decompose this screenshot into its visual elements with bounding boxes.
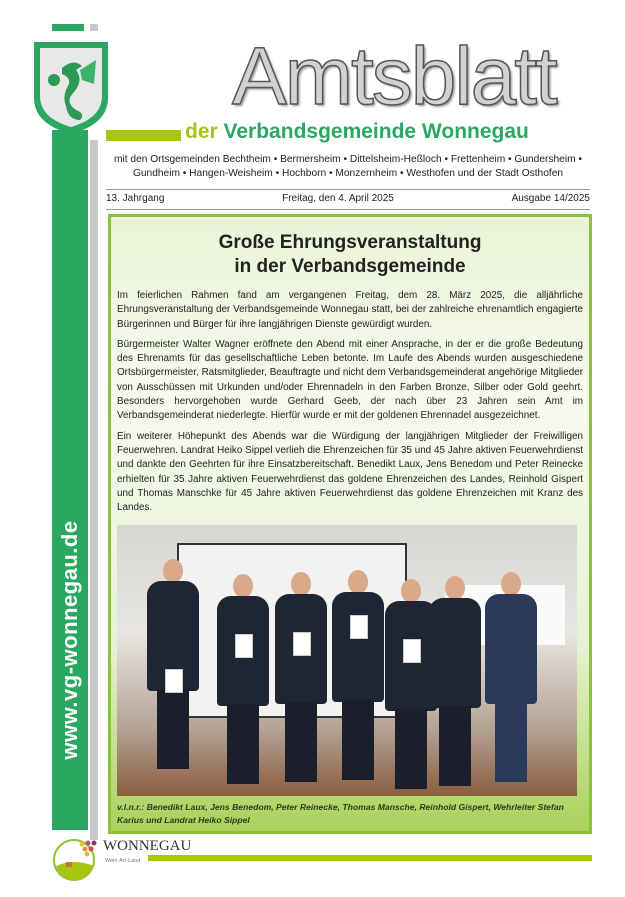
subtitle-name: Verbandsgemeinde Wonnegau xyxy=(223,120,529,143)
headline-line: in der Verbandsgemeinde xyxy=(234,256,466,277)
issue-volume: 13. Jahrgang xyxy=(106,193,165,204)
paragraph: Bürgermeister Walter Wagner eröffnete den Abend mit einer Ansprache, in der er die große Bedeutung des Ehrenamts für das gesellschaftliche Leben betonte. Im Laufe des Abends wurden ausgeschiedene Ortsbürgermeister, Ratsmitglieder, Beauftragte und nicht dem Verbandsgemeinderat angehörige Mitglieder von Ausschüssen mit Urkunden und/oder Ehrennadeln in den Farben Bronze, Silber oder Gold geehrt. Besonders hervorgehoben wurde Gerhard Geeb, der nach über 23 Jahren sein Amt im Verbandsgemeinderat niederlegte. Hierfür wurde er mit der goldenen Ehrennadel ausgezeichnet. xyxy=(117,338,583,422)
masthead-subtitle xyxy=(185,120,529,144)
article-headline xyxy=(111,231,589,279)
issue-info xyxy=(106,193,590,204)
article-box xyxy=(108,214,592,834)
paragraph: Ein weiterer Höhepunkt des Abends war die Würdigung der langjährigen Mitglieder der Freiwilligen Feuerwehren. Landrat Heiko Sippel verlieh die Ehrenzeichen für 35 und 45 Jahre aktiven Feuerwehrdienst und dankte den Geehrten für ihre Einsatzbereitschaft. Benedikt Laux, Jens Benedom und Peter Reinecke erhielten für 35 Jahre aktiven Feuerwehrdienst das goldene Ehrenzeichen des Landes, Reinhold Gispert und Thomas Manschke für 45 Jahre aktiven Feuerwehrdienst das goldene Ehrenzeichen mit Kranz des Landes. xyxy=(117,430,583,514)
person xyxy=(332,570,384,784)
website-url[interactable]: www.vg-wonnegau.de xyxy=(57,520,82,760)
subtitle-prefix: der xyxy=(185,120,218,143)
issue-date: Freitag, den 4. April 2025 xyxy=(282,193,394,204)
person xyxy=(217,574,269,784)
paragraph: Im feierlichen Rahmen fand am vergangenen Freitag, dem 28. März 2025, die alljährliche Ehrungsveranstaltung der Verbandsgemeinde Wonnegau statt, bei der zahlreiche ehrenamtlich engagierte Bürgerinnen und Bürger für ihre langjährigen Dienste gewürdigt wurden. xyxy=(117,290,583,330)
footer-bar xyxy=(148,855,592,861)
headline-line: Große Ehrungsveranstaltung xyxy=(218,232,482,253)
issue-number: Ausgabe 14/2025 xyxy=(511,193,590,204)
divider xyxy=(106,209,590,210)
top-decor-gray xyxy=(90,24,98,31)
article-photo[interactable] xyxy=(117,525,577,796)
coat-of-arms-icon xyxy=(32,40,110,136)
divider xyxy=(106,189,590,190)
wonnegau-logo-icon xyxy=(52,836,100,882)
logo-name: WONNEGAU xyxy=(103,838,192,854)
top-decor-green xyxy=(52,24,84,31)
person xyxy=(429,576,481,784)
masthead-title: Amtsblatt xyxy=(232,31,556,122)
side-stripe-gray xyxy=(90,140,98,840)
photo-caption: v.l.n.r.: Benedikt Laux, Jens Benedom, Peter Reinecke, Thomas Mansche, Reinhold Gispert, Wehrleiter Stefan Karius und Landrat Heiko Sippel xyxy=(117,802,564,825)
article-body xyxy=(117,289,583,521)
person xyxy=(275,572,327,784)
logo-tagline: Wein·Art·Land xyxy=(105,858,141,864)
municipalities-list: mit den Ortsgemeinden Bechtheim • Bermersheim • Dittelsheim-Heßloch • Frettenheim • Gundersheim • Gundheim • Hangen-Weisheim • Hochborn • Monzernheim • Westhofen und der Stadt Osthofen xyxy=(114,154,582,179)
lime-accent-bar xyxy=(106,130,181,141)
person xyxy=(147,559,199,784)
person xyxy=(485,572,537,784)
